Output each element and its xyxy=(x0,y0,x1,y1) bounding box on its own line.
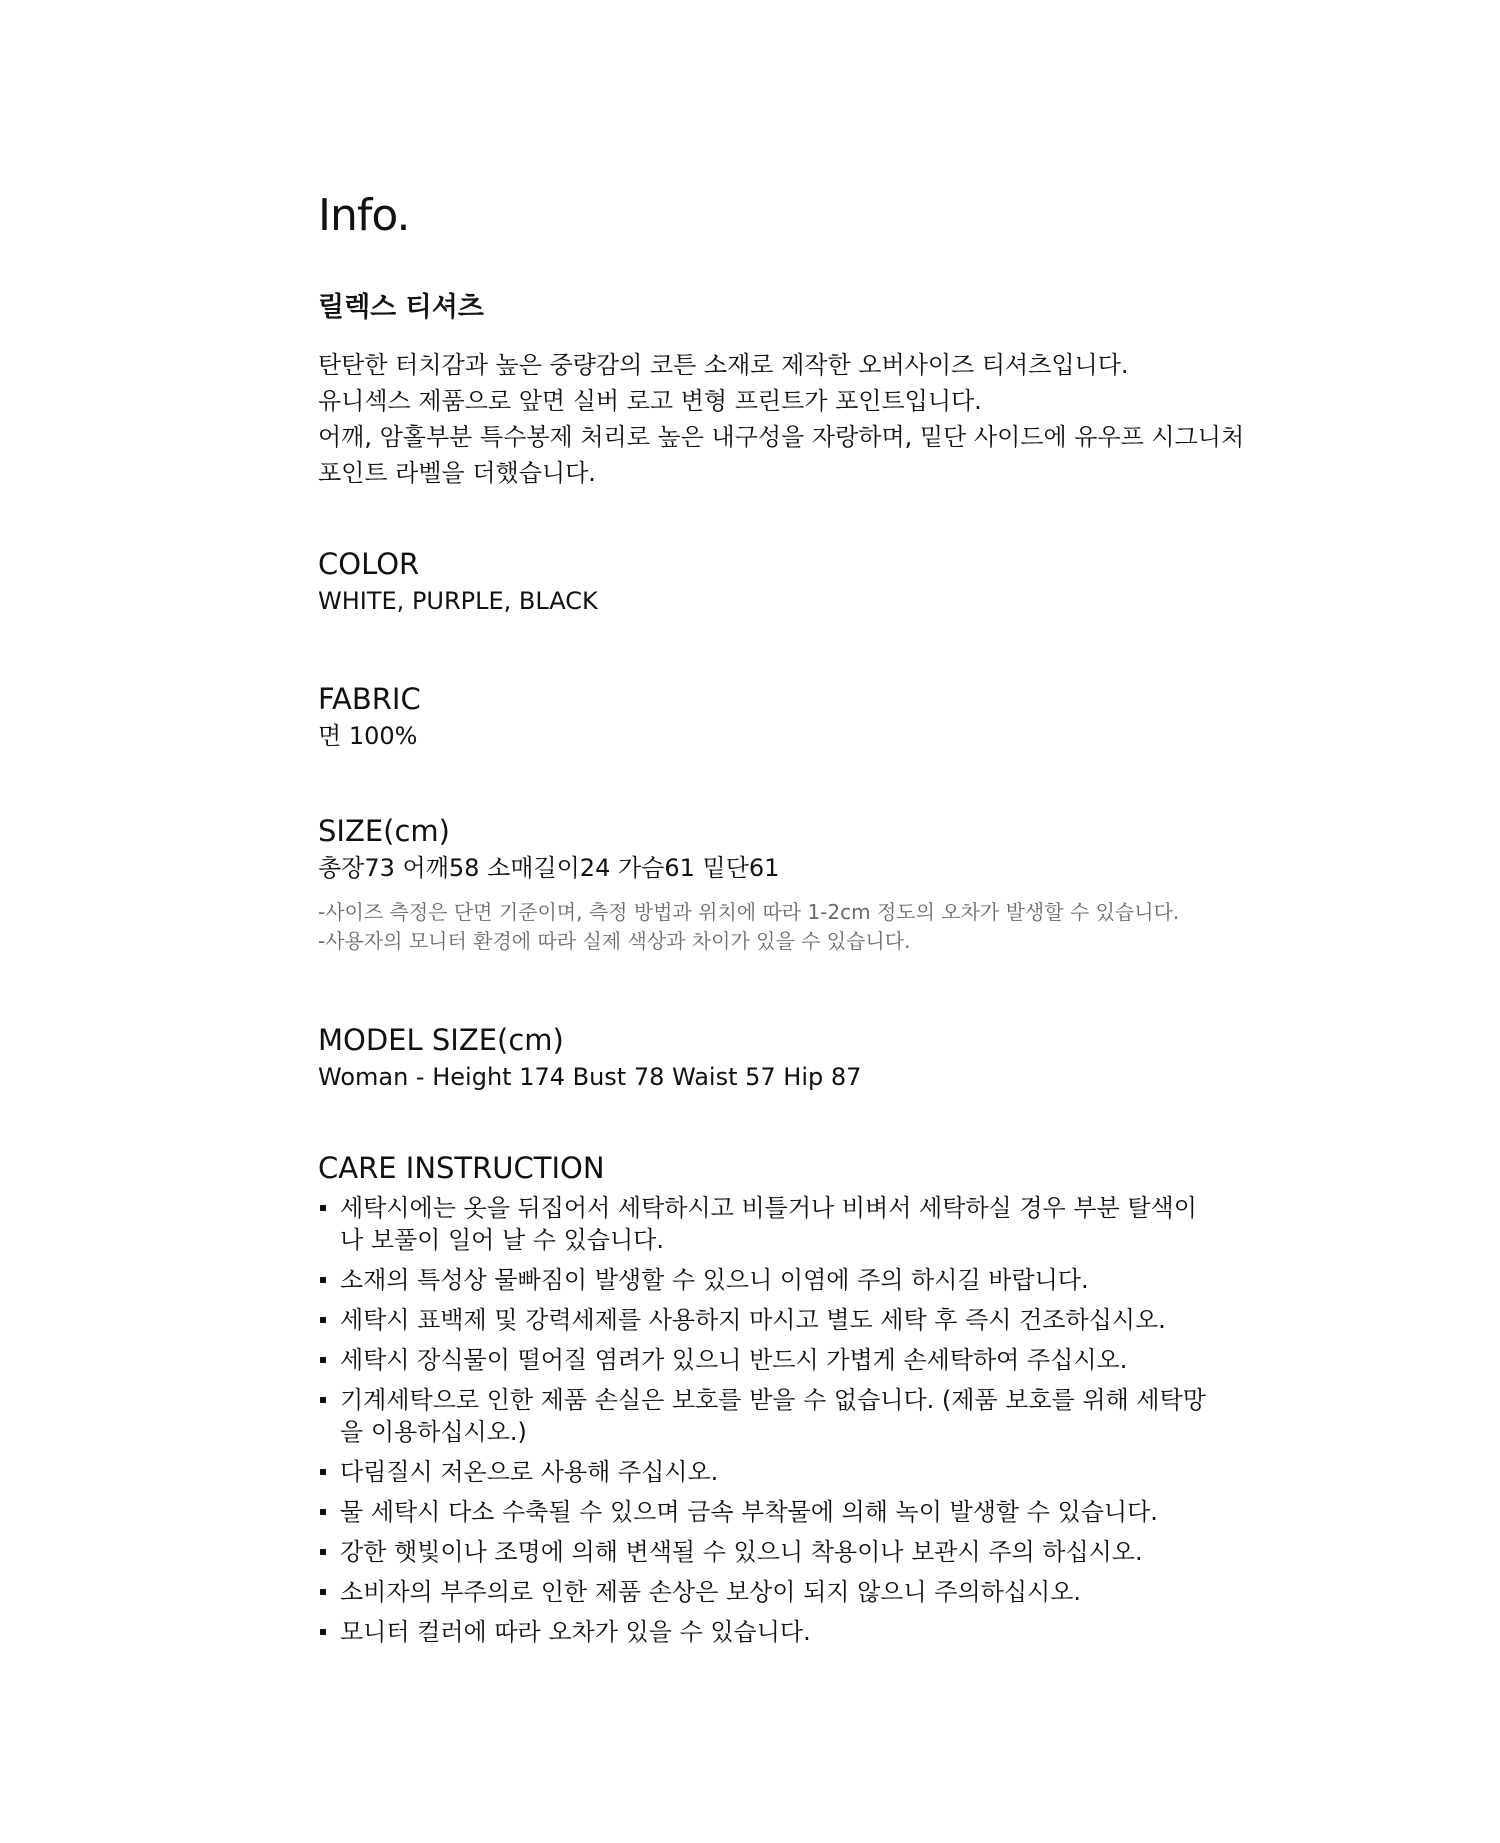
care-item xyxy=(318,1616,1210,1648)
bullet-icon xyxy=(320,1509,326,1515)
care-item-text: 세탁시에는 옷을 뒤집어서 세탁하시고 비틀거나 비벼서 세탁하실 경우 부분 탈색이나 보풀이 일어 날 수 있습니다. xyxy=(340,1194,1197,1254)
fabric-value: 면 100% xyxy=(318,722,418,750)
bullet-icon xyxy=(320,1357,326,1363)
product-name: 릴렉스 티셔츠 xyxy=(318,292,484,323)
description-line: 어깨, 암홀부분 특수봉제 처리로 높은 내구성을 자랑하며, 밑단 사이드에 유우프 시그니처 xyxy=(318,423,1245,451)
care-item-text: 다림질시 저온으로 사용해 주십시오. xyxy=(340,1458,719,1486)
size-note: -사용자의 모니터 환경에 따라 실제 색상과 차이가 있을 수 있습니다. xyxy=(318,929,911,953)
bullet-icon xyxy=(320,1589,326,1595)
size-heading: SIZE(cm) xyxy=(318,814,450,848)
care-item-text: 물 세탁시 다소 수축될 수 있으며 금속 부착물에 의해 녹이 발생할 수 있습니다. xyxy=(340,1498,1158,1526)
care-item-text: 모니터 컬러에 따라 오차가 있을 수 있습니다. xyxy=(340,1618,811,1646)
care-item-text: 소비자의 부주의로 인한 제품 손상은 보상이 되지 않으니 주의하십시오. xyxy=(340,1578,1081,1606)
size-notes xyxy=(318,898,1218,956)
care-item xyxy=(318,1536,1210,1568)
care-item xyxy=(318,1456,1210,1488)
model-size-heading: MODEL SIZE(cm) xyxy=(318,1023,564,1057)
model-size-section xyxy=(318,1021,1218,1095)
description-line: 탄탄한 터치감과 높은 중량감의 코튼 소재로 제작한 오버사이즈 티셔츠입니다. xyxy=(318,351,1129,379)
bullet-icon xyxy=(320,1629,326,1635)
care-list xyxy=(318,1192,1218,1648)
color-heading: COLOR xyxy=(318,547,420,581)
care-item xyxy=(318,1304,1210,1336)
product-description xyxy=(318,347,1245,491)
bullet-icon xyxy=(320,1205,326,1211)
size-section xyxy=(318,812,1218,956)
bullet-icon xyxy=(320,1317,326,1323)
bullet-icon xyxy=(320,1397,326,1403)
care-item xyxy=(318,1384,1210,1448)
bullet-icon xyxy=(320,1469,326,1475)
care-item xyxy=(318,1344,1210,1376)
model-size-value: Woman - Height 174 Bust 78 Waist 57 Hip 87 xyxy=(318,1063,862,1091)
size-value: 총장73 어깨58 소매길이24 가슴61 밑단61 xyxy=(318,854,780,882)
bullet-icon xyxy=(320,1277,326,1283)
info-title: Info. xyxy=(318,190,410,241)
care-item-text: 세탁시 장식물이 떨어질 염려가 있으니 반드시 가볍게 손세탁하여 주십시오. xyxy=(340,1346,1128,1374)
care-item-text: 기계세탁으로 인한 제품 손실은 보호를 받을 수 없습니다. (제품 보호를 위해 세탁망을 이용하십시오.) xyxy=(340,1386,1206,1446)
description-line: 유니섹스 제품으로 앞면 실버 로고 변형 프린트가 포인트입니다. xyxy=(318,387,982,415)
description-line: 포인트 라벨을 더했습니다. xyxy=(318,459,596,487)
size-note: -사이즈 측정은 단면 기준이며, 측정 방법과 위치에 따라 1-2cm 정도의 오차가 발생할 수 있습니다. xyxy=(318,900,1180,924)
care-item-text: 강한 햇빛이나 조명에 의해 변색될 수 있으니 착용이나 보관시 주의 하십시오. xyxy=(340,1538,1143,1566)
care-item-text: 소재의 특성상 물빠짐이 발생할 수 있으니 이염에 주의 하시길 바랍니다. xyxy=(340,1266,1089,1294)
fabric-heading: FABRIC xyxy=(318,682,421,716)
care-item xyxy=(318,1192,1210,1256)
care-section xyxy=(318,1149,1218,1656)
color-value: WHITE, PURPLE, BLACK xyxy=(318,587,598,615)
care-item-text: 세탁시 표백제 및 강력세제를 사용하지 마시고 별도 세탁 후 즉시 건조하십시오. xyxy=(340,1306,1166,1334)
fabric-section xyxy=(318,680,1218,754)
care-heading: CARE INSTRUCTION xyxy=(318,1151,605,1185)
care-item xyxy=(318,1576,1210,1608)
color-section xyxy=(318,545,1218,619)
care-item xyxy=(318,1496,1210,1528)
bullet-icon xyxy=(320,1549,326,1555)
care-item xyxy=(318,1264,1210,1296)
